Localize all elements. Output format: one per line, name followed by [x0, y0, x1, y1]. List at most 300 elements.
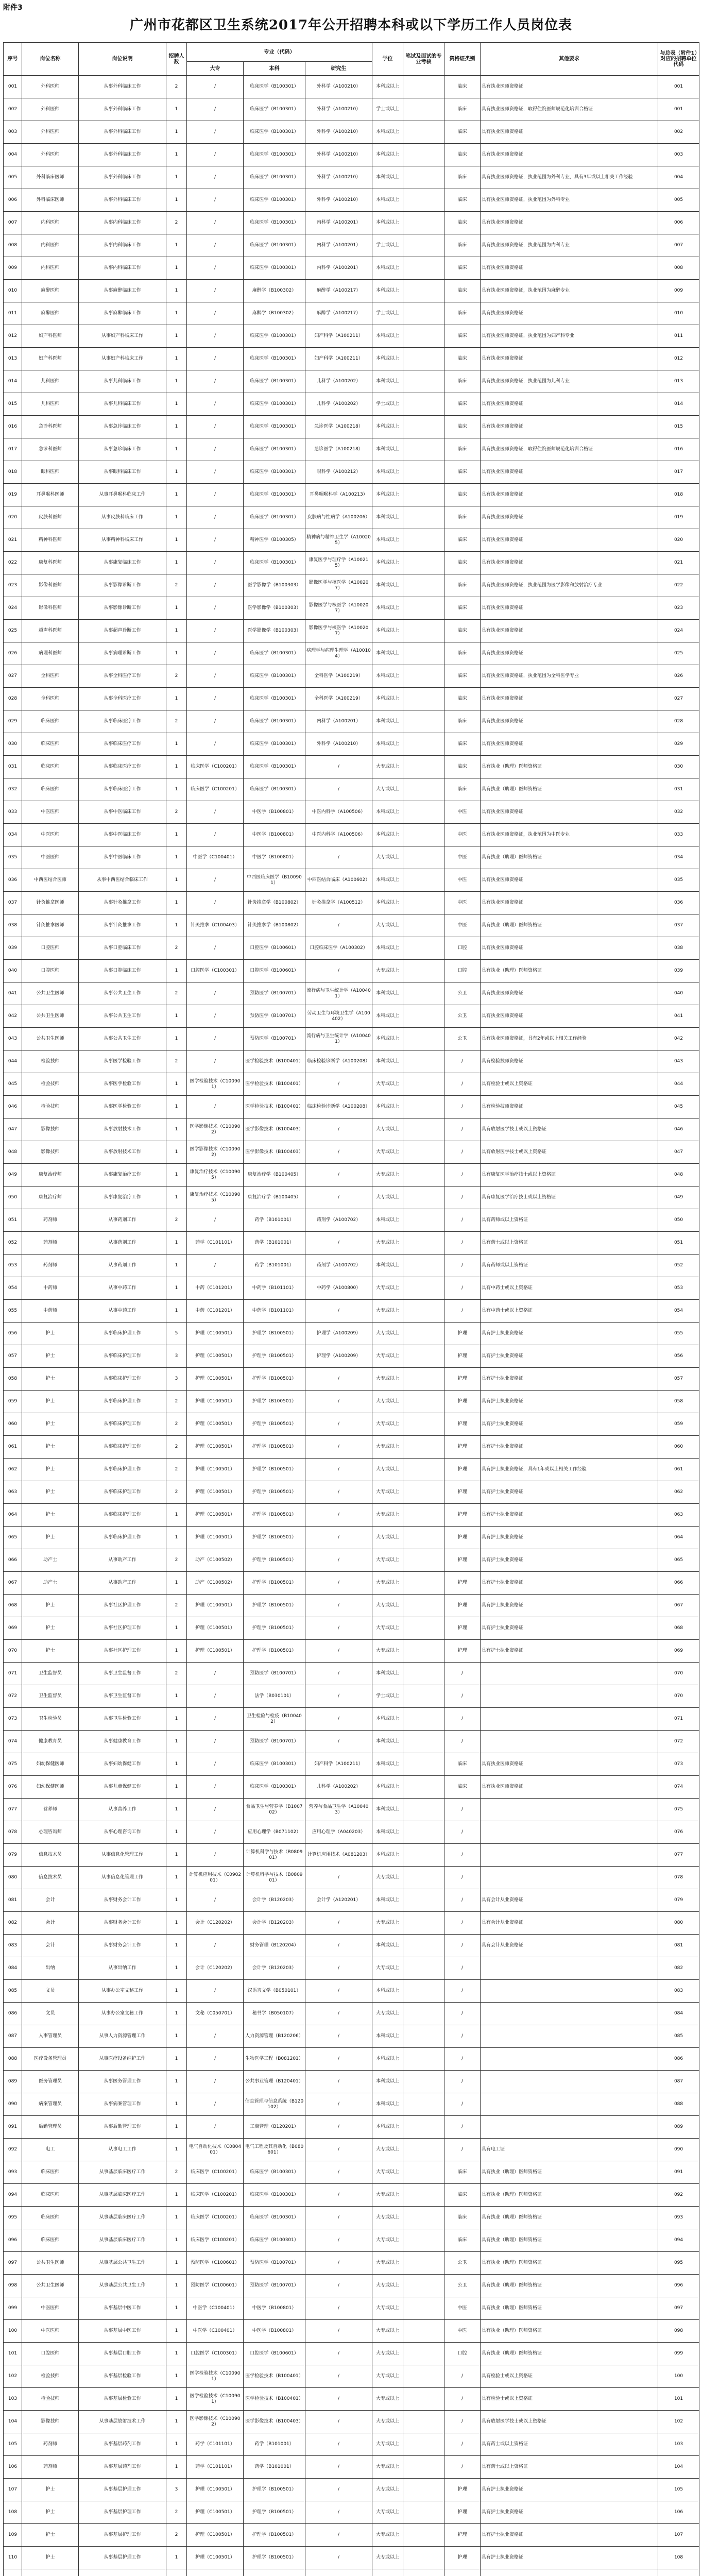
cell-yanjiusheng: / [305, 2524, 372, 2547]
cell-units [658, 2569, 699, 2576]
cell-degree: 本科或以上 [372, 982, 403, 1005]
cell-count: 2 [166, 1413, 187, 1436]
cell-seq: 028 [4, 688, 22, 710]
cell-units: 030 [658, 756, 699, 778]
cell-units: 018 [658, 484, 699, 506]
cell-count: 1 [166, 2411, 187, 2433]
header-dazhuan: 大专 [187, 62, 244, 76]
cell-dazhuan: 护理（C100501） [187, 1527, 244, 1549]
cell-dazhuan: 护理（C100501） [187, 1413, 244, 1436]
cell-seq: 008 [4, 234, 22, 257]
cell-position: 护士 [22, 1345, 79, 1368]
cell-written-test [403, 1821, 444, 1844]
cell-duties: 从事临床护理工作 [79, 1527, 166, 1549]
cell-count: 1 [166, 846, 187, 869]
cell-units: 068 [658, 1617, 699, 1640]
cell-position: 中医医师 [22, 2320, 79, 2343]
cell-seq: 053 [4, 1255, 22, 1277]
cell-written-test [403, 801, 444, 824]
cell-count: 1 [166, 2343, 187, 2365]
cell-duties: 从事基层口腔工作 [79, 2343, 166, 2365]
cell-dazhuan: 护理（C100501） [187, 1436, 244, 1459]
cell-position: 会计 [22, 1935, 79, 1957]
cell-dazhuan: / [187, 1255, 244, 1277]
cell-practice-category: 护理 [444, 2547, 481, 2569]
cell-count: 1 [166, 2320, 187, 2343]
cell-count: 1 [166, 1255, 187, 1277]
cell-count: 3 [166, 1368, 187, 1391]
cell-dazhuan: 护理（C100501） [187, 1481, 244, 1504]
cell-units: 072 [658, 1731, 699, 1753]
cell-duties: 从事中医临床工作 [79, 801, 166, 824]
cell-duties: 从事基层中医工作 [79, 2320, 166, 2343]
cell-yanjiusheng: / [305, 2161, 372, 2184]
cell-seq: 073 [4, 1708, 22, 1731]
cell-yanjiusheng: 影像医学与核医学（A100207） [305, 620, 372, 642]
cell-yanjiusheng: 外科学（A100210） [305, 733, 372, 756]
cell-seq: 075 [4, 1753, 22, 1776]
cell-degree: 本科或以上 [372, 166, 403, 189]
cell-other: 具有执业（助理）医师资格证 [481, 960, 658, 982]
cell-position: 信息技术员 [22, 1867, 79, 1889]
table-row [4, 2524, 699, 2547]
cell-degree: 大专或以上 [372, 2003, 403, 2025]
cell-benke: 康复治疗学（B100405） [244, 1164, 305, 1187]
cell-other: 具有护士执业资格证 [481, 1572, 658, 1595]
cell-written-test [403, 869, 444, 892]
cell-dazhuan: 临床医学（C100201） [187, 2229, 244, 2252]
cell-position: 护士 [22, 1504, 79, 1527]
cell-practice-category: 护理 [444, 1459, 481, 1481]
cell-written-test [403, 1980, 444, 2003]
cell-benke: 临床医学（B100301） [244, 189, 305, 212]
cell-degree: 大专或以上 [372, 1232, 403, 1255]
cell-dazhuan: / [187, 461, 244, 484]
cell-dazhuan: 医学影像技术（C100902） [187, 1118, 244, 1141]
cell-practice-category: 临床 [444, 733, 481, 756]
cell-practice-category: 护理 [444, 1504, 481, 1527]
cell-benke: 预防医学（B100701） [244, 1731, 305, 1753]
cell-other: 具有执业医师资格证 [481, 144, 658, 166]
cell-position: 护士 [22, 1527, 79, 1549]
table-row [4, 1345, 699, 1368]
cell-count: 1 [166, 234, 187, 257]
cell-benke: 护理学（B100501） [244, 1595, 305, 1617]
cell-position: 皮肤科医师 [22, 506, 79, 529]
cell-position: 医务管理员 [22, 2071, 79, 2093]
cell-benke: 工商管理（B120201） [244, 2116, 305, 2139]
cell-seq: 081 [4, 1889, 22, 1912]
table-row [4, 2229, 699, 2252]
cell-count: 1 [166, 1277, 187, 1300]
cell-seq: 095 [4, 2207, 22, 2229]
cell-count: 1 [166, 1867, 187, 1889]
cell-benke: 医学影像学（B100303） [244, 597, 305, 620]
cell-yanjiusheng: 临床检验诊断学（A100208） [305, 1050, 372, 1073]
cell-seq: 099 [4, 2297, 22, 2320]
cell-units: 078 [658, 1867, 699, 1889]
cell-degree: 大专或以上 [372, 2252, 403, 2275]
cell-yanjiusheng: / [305, 1572, 372, 1595]
header-benke: 本科 [244, 62, 305, 76]
cell-duties: 从事中医临床工作 [79, 824, 166, 846]
cell-practice-category: / [444, 1209, 481, 1232]
cell-dazhuan: / [187, 642, 244, 665]
cell-written-test [403, 189, 444, 212]
cell-yanjiusheng: / [305, 1459, 372, 1481]
cell-units: 088 [658, 2093, 699, 2116]
cell-yanjiusheng: 中医内科学（A100506） [305, 801, 372, 824]
cell-other: 具有执业（助理）医师资格证 [481, 846, 658, 869]
cell-seq: 086 [4, 2003, 22, 2025]
cell-practice-category: 口腔 [444, 960, 481, 982]
cell-written-test [403, 733, 444, 756]
table-row [4, 416, 699, 438]
cell-written-test [403, 1844, 444, 1867]
cell-written-test [403, 2003, 444, 2025]
cell-seq: 102 [4, 2365, 22, 2388]
cell-other [481, 1867, 658, 1889]
cell-yanjiusheng: / [305, 2547, 372, 2569]
cell-other: 具有药师或以上资格证 [481, 1255, 658, 1277]
cell-duties: 从事外科临床工作 [79, 166, 166, 189]
cell-count: 1 [166, 2116, 187, 2139]
cell-dazhuan: 中药（C101201） [187, 1277, 244, 1300]
cell-yanjiusheng: 影像医学与核医学（A100207） [305, 597, 372, 620]
cell-yanjiusheng: 麻醉学（A100217） [305, 302, 372, 325]
cell-count: 1 [166, 869, 187, 892]
table-row [4, 710, 699, 733]
cell-count: 1 [166, 1640, 187, 1663]
cell-position: 护士 [22, 1481, 79, 1504]
cell-benke: 麻醉学（B100302） [244, 280, 305, 302]
cell-units: 003 [658, 144, 699, 166]
cell-benke: 临床医学（B100301） [244, 688, 305, 710]
cell-position: 中医医师 [22, 846, 79, 869]
cell-units: 108 [658, 2547, 699, 2569]
cell-practice-category: 临床 [444, 2207, 481, 2229]
cell-practice-category: 中医 [444, 869, 481, 892]
cell-dazhuan: 护理（C100501） [187, 1595, 244, 1617]
cell-units: 097 [658, 2297, 699, 2320]
cell-count: 1 [166, 2071, 187, 2093]
cell-seq: 043 [4, 1028, 22, 1050]
cell-position: 营养师 [22, 1799, 79, 1821]
cell-units: 056 [658, 1345, 699, 1368]
cell-dazhuan: / [187, 438, 244, 461]
cell-units: 089 [658, 2116, 699, 2139]
cell-written-test [403, 438, 444, 461]
cell-other: 具有中药士或以上资格证 [481, 1277, 658, 1300]
cell-practice-category: / [444, 1980, 481, 2003]
cell-position: 儿科医师 [22, 393, 79, 416]
cell-count: 3 [166, 1345, 187, 1368]
cell-duties: 从事基层护理工作 [79, 2501, 166, 2524]
cell-benke: 预防医学（B100701） [244, 1028, 305, 1050]
cell-duties: 从事病案管理工作 [79, 2093, 166, 2116]
cell-written-test [403, 393, 444, 416]
cell-dazhuan: / [187, 189, 244, 212]
table-row [4, 484, 699, 506]
cell-dazhuan: 护理（C100501） [187, 1323, 244, 1345]
cell-units: 104 [658, 2456, 699, 2479]
cell-dazhuan: / [187, 2093, 244, 2116]
table-row [4, 574, 699, 597]
cell-benke: 临床医学（B100301） [244, 2229, 305, 2252]
cell-practice-category: 中医 [444, 914, 481, 937]
cell-yanjiusheng: / [305, 846, 372, 869]
cell-written-test [403, 2252, 444, 2275]
cell-other: 具有执业医师资格证，执业范围为内科专业 [481, 234, 658, 257]
cell-written-test [403, 1255, 444, 1277]
cell-count: 3 [166, 2479, 187, 2501]
cell-position: 出纳 [22, 1957, 79, 1980]
cell-position: 药剂师 [22, 1232, 79, 1255]
cell-yanjiusheng: 皮肤病与性病学（A100206） [305, 506, 372, 529]
cell-units: 040 [658, 982, 699, 1005]
cell-units: 052 [658, 1255, 699, 1277]
cell-seq: 108 [4, 2501, 22, 2524]
cell-duties: 从事妇产科临床工作 [79, 348, 166, 370]
cell-practice-category: / [444, 1663, 481, 1685]
cell-other: 具有康复医学治疗技士或以上资格证 [481, 1187, 658, 1209]
cell-duties: 从事内科临床工作 [79, 212, 166, 234]
cell-position: 公共卫生医师 [22, 982, 79, 1005]
table-row [4, 2320, 699, 2343]
cell-units: 074 [658, 1776, 699, 1799]
cell-practice-category: 护理 [444, 1436, 481, 1459]
cell-units: 006 [658, 212, 699, 234]
cell-yanjiusheng: / [305, 2456, 372, 2479]
cell-yanjiusheng: / [305, 1617, 372, 1640]
cell-seq: 039 [4, 937, 22, 960]
cell-count: 1 [166, 1527, 187, 1549]
cell-dazhuan: / [187, 2025, 244, 2048]
cell-yanjiusheng: 儿科学（A100202） [305, 393, 372, 416]
table-row [4, 2252, 699, 2275]
cell-practice-category: / [444, 1232, 481, 1255]
cell-dazhuan: / [187, 733, 244, 756]
cell-practice-category: 护理 [444, 1640, 481, 1663]
table-row [4, 688, 699, 710]
header-degree: 学位 [372, 43, 403, 76]
cell-position: 针灸推拿医师 [22, 914, 79, 937]
cell-seq: 079 [4, 1844, 22, 1867]
cell-benke: 护理学（B100501） [244, 1572, 305, 1595]
cell-dazhuan: 临床医学（C100201） [187, 756, 244, 778]
cell-written-test [403, 76, 444, 98]
cell-degree: 本科或以上 [372, 688, 403, 710]
cell-other [481, 2071, 658, 2093]
cell-duties: 从事基层公共卫生工作 [79, 2252, 166, 2275]
cell-position: 护士 [22, 2524, 79, 2547]
cell-dazhuan: / [187, 710, 244, 733]
cell-benke: 电气工程及其自动化（B080601） [244, 2139, 305, 2161]
cell-dazhuan: 电气自动化技术（C080401） [187, 2139, 244, 2161]
cell-seq: 046 [4, 1096, 22, 1118]
cell-yanjiusheng: 营养与食品卫生学（A100403） [305, 1799, 372, 1821]
cell-degree: 本科或以上 [372, 2048, 403, 2071]
cell-count: 1 [166, 302, 187, 325]
cell-dazhuan: / [187, 212, 244, 234]
cell-benke: 临床医学（B100301） [244, 2161, 305, 2184]
cell-yanjiusheng: / [305, 914, 372, 937]
cell-practice-category: 临床 [444, 325, 481, 348]
cell-practice-category: 公卫 [444, 1005, 481, 1028]
cell-count: 1 [166, 2184, 187, 2207]
table-row [4, 552, 699, 574]
cell-benke: 医学影像学（B100303） [244, 620, 305, 642]
cell-written-test [403, 2093, 444, 2116]
cell-duties: 从事基层药剂工作 [79, 2433, 166, 2456]
cell-practice-category: / [444, 2025, 481, 2048]
cell-duties: 从事中西医结合临床工作 [79, 869, 166, 892]
cell-units: 070 [658, 1663, 699, 1685]
cell-position: 外科医师 [22, 144, 79, 166]
cell-yanjiusheng: 药剂学（A100702） [305, 1255, 372, 1277]
cell-degree: 大专或以上 [372, 1118, 403, 1141]
cell-duties: 从事中药工作 [79, 1277, 166, 1300]
cell-position: 护士 [22, 1436, 79, 1459]
cell-position: 检验技师 [22, 2388, 79, 2411]
cell-benke: 会计学（B120203） [244, 1889, 305, 1912]
cell-benke: 秘书学（B050107） [244, 2003, 305, 2025]
cell-dazhuan: 药学（C101101） [187, 2456, 244, 2479]
cell-degree: 大专或以上 [372, 2479, 403, 2501]
cell-degree: 大专或以上 [372, 2547, 403, 2569]
cell-yanjiusheng: / [305, 1685, 372, 1708]
cell-seq: 025 [4, 620, 22, 642]
cell-benke: 医学影像学（B100303） [244, 574, 305, 597]
cell-yanjiusheng: 口腔临床医学（A100302） [305, 937, 372, 960]
cell-position: 护士 [22, 2547, 79, 2569]
cell-practice-category: / [444, 2388, 481, 2411]
cell-seq: 062 [4, 1459, 22, 1481]
cell-degree: 本科或以上 [372, 2025, 403, 2048]
cell-position: 公共卫生医师 [22, 1028, 79, 1050]
cell-units: 007 [658, 234, 699, 257]
cell-duties: 从事影像诊断工作 [79, 574, 166, 597]
table-row [4, 1459, 699, 1481]
cell-seq: 093 [4, 2161, 22, 2184]
cell-degree: 本科或以上 [372, 370, 403, 393]
cell-other: 具有护士执业资格证 [481, 1345, 658, 1368]
cell-written-test [403, 960, 444, 982]
cell-position: 妇产科医师 [22, 325, 79, 348]
table-row [4, 1867, 699, 1889]
table-row [4, 1413, 699, 1436]
cell-dazhuan: 会计（C120202） [187, 1957, 244, 1980]
cell-practice-category: 临床 [444, 144, 481, 166]
cell-benke: 临床医学（B100301） [244, 552, 305, 574]
cell-seq: 021 [4, 529, 22, 552]
cell-degree: 学士或以上 [372, 393, 403, 416]
cell-seq: 019 [4, 484, 22, 506]
cell-written-test [403, 846, 444, 869]
cell-degree: 本科或以上 [372, 2116, 403, 2139]
table-row [4, 2093, 699, 2116]
cell-dazhuan: / [187, 144, 244, 166]
cell-yanjiusheng: 康复医学与理疗学（A100215） [305, 552, 372, 574]
cell-other: 具有放射医学技士或以上资格证 [481, 1141, 658, 1164]
cell-written-test [403, 2071, 444, 2093]
cell-duties: 从事外科临床工作 [79, 76, 166, 98]
cell-written-test [403, 1187, 444, 1209]
cell-count: 1 [166, 1799, 187, 1821]
table-row [4, 302, 699, 325]
table-row [4, 76, 699, 98]
cell-yanjiusheng: / [305, 1164, 372, 1187]
cell-duties: 从事口腔临床工作 [79, 937, 166, 960]
cell-seq: 101 [4, 2343, 22, 2365]
cell-seq: 069 [4, 1617, 22, 1640]
cell-units: 101 [658, 2388, 699, 2411]
cell-practice-category: 临床 [444, 506, 481, 529]
cell-benke: 针灸推拿学（B100802） [244, 892, 305, 914]
cell-practice-category: 临床 [444, 257, 481, 280]
cell-other: 具有药士或以上资格证 [481, 1232, 658, 1255]
cell-written-test [403, 2524, 444, 2547]
cell-other: 具有执业医师资格证 [481, 416, 658, 438]
cell-yanjiusheng: 全科医学（A100219） [305, 665, 372, 688]
cell-other: 具有执业医师资格证 [481, 348, 658, 370]
cell-dazhuan: 计算机应用技术（C090201） [187, 1867, 244, 1889]
cell-seq: 071 [4, 1663, 22, 1685]
cell-written-test [403, 642, 444, 665]
cell-duties: 从事办公室文秘工作 [79, 2003, 166, 2025]
cell-position: 临床医师 [22, 778, 79, 801]
cell-degree: 本科或以上 [372, 1663, 403, 1685]
cell-benke: 口腔医学（B100601） [244, 2343, 305, 2365]
cell-yanjiusheng: / [305, 2320, 372, 2343]
cell-duties: 从事临床护理工作 [79, 1504, 166, 1527]
cell-dazhuan: / [187, 2048, 244, 2071]
table-row [4, 189, 699, 212]
cell-duties: 从事财务会计工作 [79, 1912, 166, 1935]
cell-degree: 本科或以上 [372, 1028, 403, 1050]
cell-practice-category: 临床 [444, 370, 481, 393]
table-row [4, 2207, 699, 2229]
cell-position: 精神科医师 [22, 529, 79, 552]
cell-practice-category: 临床 [444, 212, 481, 234]
cell-seq: 110 [4, 2547, 22, 2569]
cell-count: 2 [166, 1459, 187, 1481]
cell-degree: 大专或以上 [372, 1345, 403, 1368]
cell-benke: 医学检验技术（B100401） [244, 1073, 305, 1096]
cell-position: 口腔医师 [22, 2343, 79, 2365]
cell-position: 心理咨询师 [22, 1821, 79, 1844]
cell-duties: 从事药剂工作 [79, 1209, 166, 1232]
cell-seq: 012 [4, 325, 22, 348]
cell-units: 087 [658, 2071, 699, 2093]
cell-count: 1 [166, 348, 187, 370]
cell-written-test [403, 620, 444, 642]
cell-seq: 084 [4, 1957, 22, 1980]
cell-seq: 055 [4, 1300, 22, 1323]
cell-duties: 从事全科医疗工作 [79, 688, 166, 710]
cell-yanjiusheng: 护理学（A100209） [305, 1345, 372, 1368]
table-row [4, 144, 699, 166]
table-row [4, 1935, 699, 1957]
cell-count: 1 [166, 280, 187, 302]
cell-other: 具有执业医师资格证 [481, 76, 658, 98]
cell-practice-category: / [444, 1050, 481, 1073]
header-practice-category: 资格证类别 [444, 43, 481, 76]
cell-dazhuan: 护理（C100501） [187, 2501, 244, 2524]
cell-yanjiusheng: 外科学（A100210） [305, 166, 372, 189]
cell-degree: 本科或以上 [372, 597, 403, 620]
cell-count: 1 [166, 166, 187, 189]
